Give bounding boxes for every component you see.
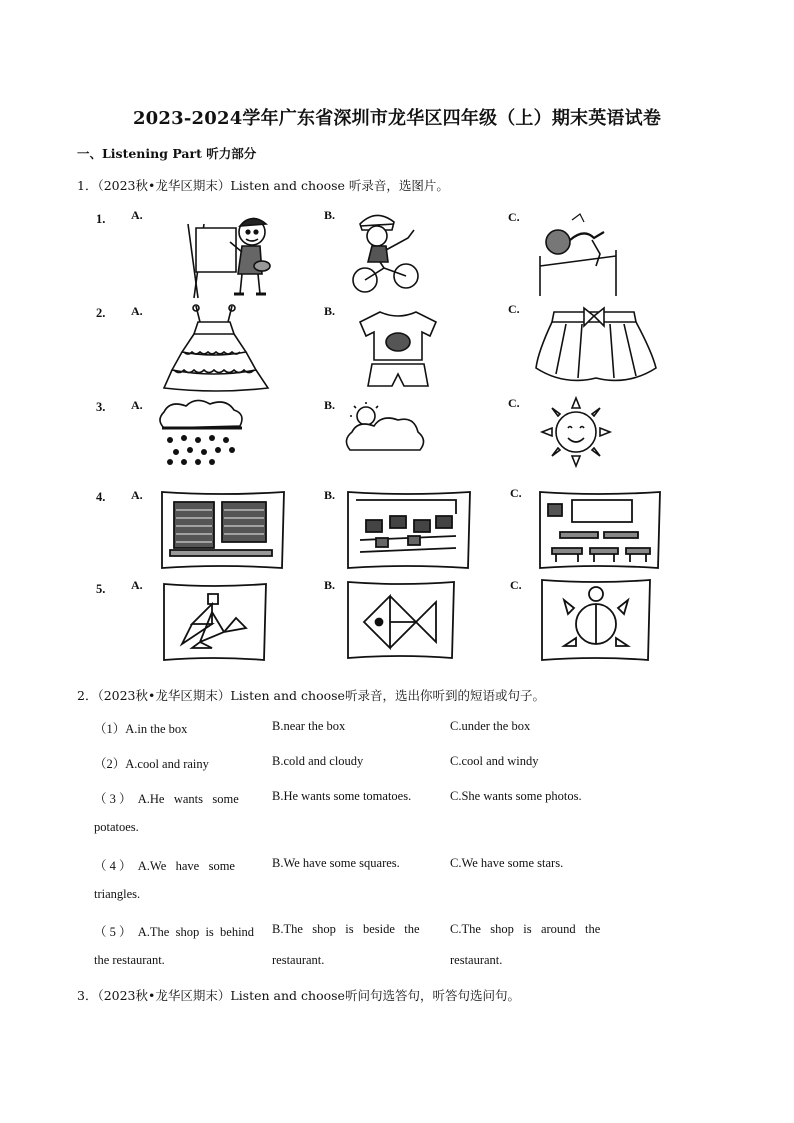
question-1-prompt: 1．（2023秋•龙华区期末）Listen and choose 听录音，选图片。 bbox=[77, 178, 449, 193]
boy-painting-icon bbox=[182, 210, 272, 300]
option-b-label: B. bbox=[324, 578, 336, 592]
question-2-prompt: 2．（2023秋•龙华区期末）Listen and choose听录音，选出你听到的短语或句子。 bbox=[77, 688, 545, 703]
option-b-label: B. bbox=[324, 398, 336, 412]
school-building-icon bbox=[160, 490, 286, 570]
row-number: 5. bbox=[96, 582, 106, 596]
q2-item-5-option-a: （ 5 ） A.The shop is behind bbox=[94, 925, 255, 939]
turtle-shapes-icon bbox=[540, 578, 652, 662]
q2-item-5-option-c-cont: restaurant. bbox=[450, 953, 503, 967]
q2-item-1-option-c: C.under the box bbox=[450, 719, 531, 733]
q2-item-3-option-a: （ 3 ） A.He wants some bbox=[94, 792, 239, 806]
q2-item-2-option-a: （2）A.cool and rainy bbox=[94, 757, 209, 771]
q2-item-3-option-a-cont: potatoes. bbox=[94, 820, 139, 834]
q2-item-5-option-b-cont: restaurant. bbox=[272, 953, 325, 967]
row-number: 2. bbox=[96, 306, 106, 320]
classroom-icon bbox=[538, 490, 662, 570]
q2-item-1-option-b: B.near the box bbox=[272, 719, 346, 733]
cloudy-icon bbox=[344, 400, 426, 454]
option-b-label: B. bbox=[324, 304, 336, 318]
option-c-label: C. bbox=[510, 486, 522, 500]
option-a-label: A. bbox=[131, 488, 143, 502]
tangram-fish-icon bbox=[346, 580, 456, 660]
option-c-label: C. bbox=[508, 210, 520, 224]
option-c-label: C. bbox=[508, 302, 520, 316]
q2-item-5-option-b: B.The shop is beside the bbox=[272, 922, 420, 936]
q2-item-5-option-a-cont: the restaurant. bbox=[94, 953, 165, 967]
dress-icon bbox=[162, 304, 272, 390]
option-a-label: A. bbox=[131, 208, 143, 222]
row-number: 1. bbox=[96, 212, 106, 226]
option-c-label: C. bbox=[508, 396, 520, 410]
option-a-label: A. bbox=[131, 398, 143, 412]
q2-item-1-option-a: （1）A.in the box bbox=[94, 722, 188, 736]
q2-item-4-option-a-cont: triangles. bbox=[94, 887, 141, 901]
high-jump-icon bbox=[534, 210, 620, 298]
q2-item-4-option-b: B.We have some squares. bbox=[272, 856, 400, 870]
skirt-icon bbox=[534, 306, 658, 386]
sun-icon bbox=[540, 396, 612, 468]
tangram-person-icon bbox=[162, 582, 268, 662]
question-3-prompt: 3．（2023秋•龙华区期末）Listen and choose听问句选答句，听答句选问句。 bbox=[77, 988, 520, 1003]
q2-item-2-option-c: C.cool and windy bbox=[450, 754, 539, 768]
option-a-label: A. bbox=[131, 304, 143, 318]
option-b-label: B. bbox=[324, 488, 336, 502]
row-number: 3. bbox=[96, 400, 106, 414]
q2-item-3-option-b: B.He wants some tomatoes. bbox=[272, 789, 412, 803]
page-title: 2023-2024学年广东省深圳市龙华区四年级（上）期末英语试卷 bbox=[132, 108, 662, 129]
option-c-label: C. bbox=[510, 578, 522, 592]
q2-item-4-option-c: C.We have some stars. bbox=[450, 856, 564, 870]
q2-item-3-option-c: C.She wants some photos. bbox=[450, 789, 582, 803]
option-b-label: B. bbox=[324, 208, 336, 222]
boy-cycling-icon bbox=[350, 210, 422, 296]
q2-item-5-option-c: C.The shop is around the bbox=[450, 922, 601, 936]
row-number: 4. bbox=[96, 490, 106, 504]
q2-item-4-option-a: （ 4 ） A.We have some bbox=[94, 859, 235, 873]
rain-cloud-icon bbox=[156, 398, 244, 468]
option-a-label: A. bbox=[131, 578, 143, 592]
section-heading-listening: 一、Listening Part 听力部分 bbox=[77, 146, 257, 161]
computer-room-icon bbox=[346, 490, 472, 570]
q2-item-2-option-b: B.cold and cloudy bbox=[272, 754, 364, 768]
tshirt-shorts-icon bbox=[356, 310, 440, 388]
